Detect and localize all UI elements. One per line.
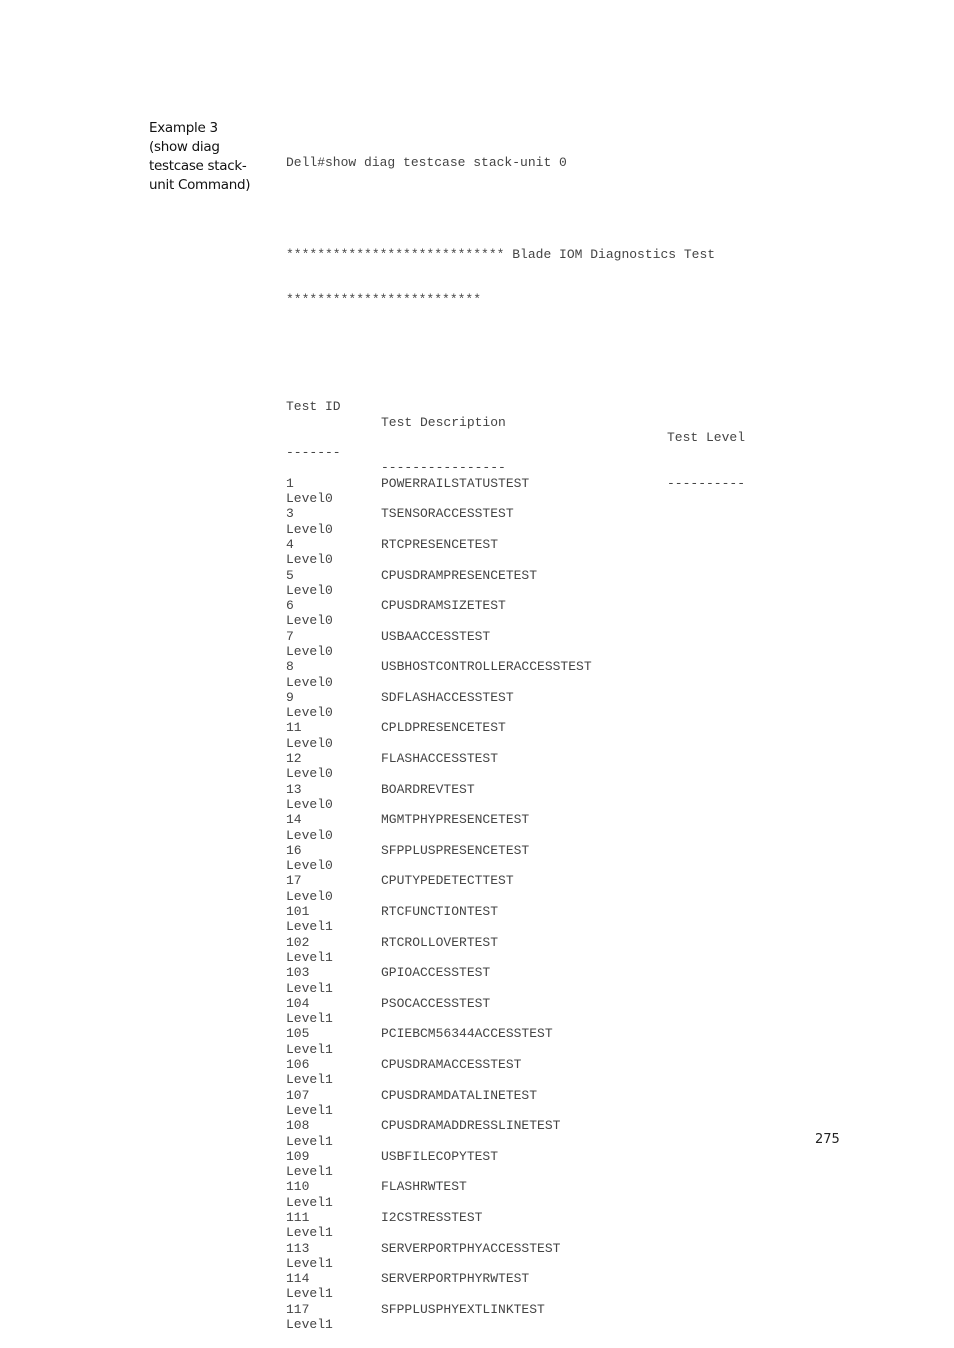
test-description: CPUSDRAMPRESENCETEST xyxy=(381,567,538,583)
test-description: SDFLASHACCESSTEST xyxy=(381,689,514,705)
test-level: Level0 xyxy=(286,582,333,598)
test-id: 108 xyxy=(286,1118,310,1134)
test-description: POWERRAILSTATUSTEST xyxy=(381,475,530,491)
test-level: Level1 xyxy=(286,1072,333,1088)
test-description: CPUSDRAMSIZETEST xyxy=(381,598,506,614)
page-number: 275 xyxy=(815,1132,840,1147)
test-id: 6 xyxy=(286,598,294,614)
table-row xyxy=(286,996,715,1011)
test-description: TSENSORACCESSTEST xyxy=(381,506,514,522)
table-row xyxy=(286,1302,715,1317)
test-description: RTCROLLOVERTEST xyxy=(381,934,499,950)
test-id: 11 xyxy=(286,720,302,736)
test-description: I2CSTRESSTEST xyxy=(381,1209,483,1225)
test-description: SFPPLUSPHYEXTLINKTEST xyxy=(381,1301,545,1317)
table-row xyxy=(286,506,715,521)
blank-line xyxy=(286,200,715,216)
underline-test-level: ---------- xyxy=(667,475,746,491)
test-description: PSOCACCESSTEST xyxy=(381,995,491,1011)
underline-test-description: ---------------- xyxy=(381,460,506,476)
example-label xyxy=(149,119,269,195)
test-rows xyxy=(286,476,715,1333)
test-level: Level0 xyxy=(286,644,333,659)
underline-test-id: ------- xyxy=(286,445,341,461)
test-id: 17 xyxy=(286,873,302,889)
test-id: 5 xyxy=(286,567,294,583)
table-row xyxy=(286,568,715,583)
table-row xyxy=(286,1271,715,1286)
command-line: Dell#show diag testcase stack-unit 0 xyxy=(286,154,567,170)
table-row xyxy=(286,904,715,919)
test-description: CPUSDRAMDATALINETEST xyxy=(381,1087,538,1103)
test-description: BOARDREVTEST xyxy=(381,781,475,797)
table-row xyxy=(286,720,715,735)
table-row xyxy=(286,1026,715,1041)
test-level: Level0 xyxy=(286,674,333,690)
blank-line xyxy=(286,338,715,353)
test-id: 104 xyxy=(286,995,310,1011)
test-description: CPUTYPEDETECTTEST xyxy=(381,873,514,889)
test-id: 1 xyxy=(286,475,294,491)
table-header xyxy=(286,384,746,445)
test-id: 12 xyxy=(286,751,302,767)
table-row xyxy=(286,1118,715,1133)
test-description: SERVERPORTPHYACCESSTEST xyxy=(381,1240,561,1256)
test-description: USBFILECOPYTEST xyxy=(381,1148,499,1164)
table-row xyxy=(286,1088,715,1103)
example-label-line-4: unit Command) xyxy=(149,177,251,193)
test-id: 16 xyxy=(286,842,302,858)
header-test-description: Test Description xyxy=(381,414,506,430)
test-level: Level0 xyxy=(286,521,333,537)
test-level: Level1 xyxy=(286,949,333,965)
command-output-block xyxy=(286,124,746,1348)
test-level: Level1 xyxy=(286,1317,333,1333)
table-row xyxy=(286,1149,715,1164)
table-row xyxy=(286,659,715,674)
example-label-line-3: testcase stack- xyxy=(149,158,247,174)
header-test-id: Test ID xyxy=(286,399,341,415)
test-id: 106 xyxy=(286,1057,310,1073)
test-level: Level1 xyxy=(286,980,333,996)
example-label-line-1: Example 3 xyxy=(149,120,218,136)
test-id: 117 xyxy=(286,1301,310,1317)
table-row xyxy=(286,873,715,888)
test-level: Level1 xyxy=(286,1286,333,1302)
header-test-level: Test Level xyxy=(667,429,746,445)
test-level: Level0 xyxy=(286,858,333,874)
table-row xyxy=(286,629,715,644)
test-level: Level1 xyxy=(286,1011,333,1027)
test-id: 113 xyxy=(286,1240,310,1256)
table-row xyxy=(286,812,715,827)
test-description: CPUSDRAMACCESSTEST xyxy=(381,1057,522,1073)
test-id: 4 xyxy=(286,536,294,552)
table-row xyxy=(286,598,715,613)
test-level: Level1 xyxy=(286,1255,333,1271)
test-level: Level1 xyxy=(286,919,333,935)
test-level: Level0 xyxy=(286,827,333,843)
test-level: Level0 xyxy=(286,705,333,721)
test-level: Level1 xyxy=(286,1041,333,1057)
test-description: CPLDPRESENCETEST xyxy=(381,720,506,736)
test-level: Level1 xyxy=(286,1225,333,1241)
table-row xyxy=(286,476,715,491)
test-description: CPUSDRAMADDRESSLINETEST xyxy=(381,1118,561,1134)
test-id: 102 xyxy=(286,934,310,950)
test-level: Level0 xyxy=(286,735,333,751)
test-description: USBHOSTCONTROLLERACCESSTEST xyxy=(381,659,592,675)
test-level: Level0 xyxy=(286,491,333,507)
test-level: Level1 xyxy=(286,1102,333,1118)
table-row xyxy=(286,843,715,858)
test-level: Level0 xyxy=(286,766,333,782)
table-row xyxy=(286,1210,715,1225)
test-id: 109 xyxy=(286,1148,310,1164)
test-level: Level1 xyxy=(286,1164,333,1180)
test-id: 8 xyxy=(286,659,294,675)
table-row xyxy=(286,782,715,797)
test-id: 110 xyxy=(286,1179,310,1195)
test-id: 14 xyxy=(286,812,302,828)
table-row xyxy=(286,1179,715,1194)
test-id: 103 xyxy=(286,965,310,981)
table-row xyxy=(286,690,715,705)
test-description: FLASHRWTEST xyxy=(381,1179,467,1195)
test-id: 9 xyxy=(286,689,294,705)
table-row xyxy=(286,751,715,766)
table-row xyxy=(286,1241,715,1256)
test-id: 111 xyxy=(286,1209,310,1225)
test-level: Level0 xyxy=(286,552,333,568)
banner-line-2: ************************* xyxy=(286,292,482,308)
test-id: 114 xyxy=(286,1271,310,1287)
test-id: 101 xyxy=(286,904,310,920)
test-description: PCIEBCM56344ACCESSTEST xyxy=(381,1026,553,1042)
test-description: GPIOACCESSTEST xyxy=(381,965,491,981)
test-id: 107 xyxy=(286,1087,310,1103)
example-label-line-2: (show diag xyxy=(149,139,220,155)
test-level: Level0 xyxy=(286,613,333,629)
test-level: Level1 xyxy=(286,1133,333,1149)
test-level: Level0 xyxy=(286,796,333,812)
test-description: SERVERPORTPHYRWTEST xyxy=(381,1271,530,1287)
test-description: RTCPRESENCETEST xyxy=(381,536,499,552)
table-row xyxy=(286,1057,715,1072)
test-description: RTCFUNCTIONTEST xyxy=(381,904,499,920)
test-id: 13 xyxy=(286,781,302,797)
test-description: MGMTPHYPRESENCETEST xyxy=(381,812,530,828)
test-level: Level0 xyxy=(286,888,333,904)
test-id: 3 xyxy=(286,506,294,522)
test-description: FLASHACCESSTEST xyxy=(381,751,499,767)
test-id: 7 xyxy=(286,628,294,644)
test-description: SFPPLUSPRESENCETEST xyxy=(381,842,530,858)
test-id: 105 xyxy=(286,1026,310,1042)
test-description: USBAACCESSTEST xyxy=(381,628,491,644)
test-level: Level1 xyxy=(286,1194,333,1210)
table-row xyxy=(286,935,715,950)
table-row xyxy=(286,965,715,980)
banner-line-1: **************************** Blade IOM Diagnostics Test xyxy=(286,246,716,262)
table-row xyxy=(286,537,715,552)
